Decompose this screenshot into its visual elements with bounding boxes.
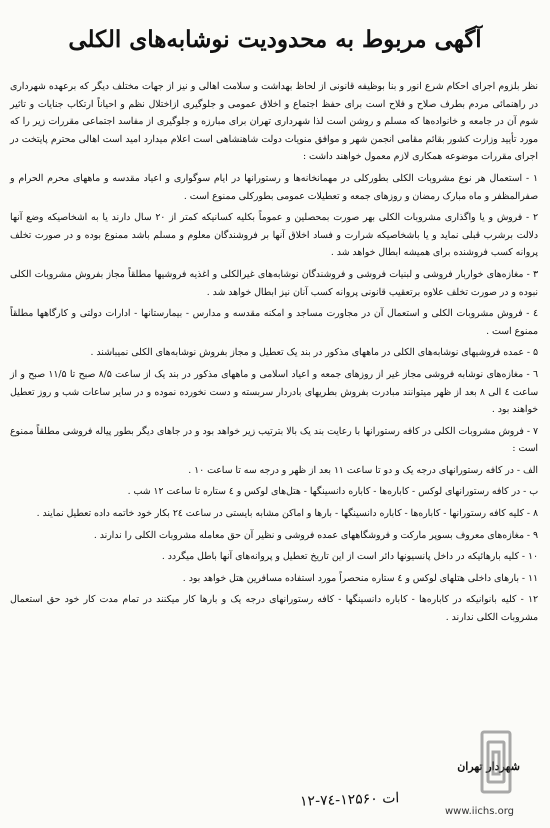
paragraph-item-9: ۹ - مغازه‌های معروف بسوپر مارکت و فروشگاههای عمده فروشی و نظیر آن حق معامله مشروبات الکلی را ندارند . [93,529,538,541]
paragraph-item-2: ۲ - فروش و یا واگذاری مشروبات الکلی بهر صورت بمحصلین و عموماً بکلیه کسانیکه کمتر از ۲۰ سال دارند یا به اشخاصیکه وضع آنها دلالت برشرب قبلی نماید و یا باشخاصیکه شرارت و فساد اخلاق آنها بر فروشندگان معلوم و مسلم باشد ممنوع بوده و در صورت تخلف پروانه کسب فروشنده برای همیشه ابطال خواهد شد . [10,212,538,259]
paragraph-item-1: ۱ - استعمال هر نوع مشروبات الکلی بطورکلی در مهمانخانه‌ها و رستورانها در ایام سوگواری و اعیاد مقدسه و ماههای محرم الحرام و صفرالمظفر و ماه مبارک رمضان و روزهای جمعه و تعطیلات عمومی بطورکلی ممنوع است . [10,172,538,202]
paragraph-item-6: ٦ - مغازه‌های نوشابه فروشی مجاز غیر از روزهای جمعه و اعیاد اسلامی و ماههای مذکور در بند یک از ساعت ۸/۵ صبح تا ۱۱/۵ صبح و از ساعت ٤ الی ۸ بعد از ظهر میتوانند مبادرت بفروش بطریهای بادردار سربسته و دست نخورده نموده و در سایر ساعات شب و روز تعطیل خواهند بود . [10,368,538,416]
paragraph-item-7: ۷ - فروش مشروبات الکلی در کافه رستورانها با رعایت بند یک بالا بترتیب زیر خواهد بود و در جاهای دیگر بطور پیاله فروشی مطلقاً ممنوع است : [10,425,538,455]
site-url[interactable]: www.iichs.org [445,806,514,817]
paragraph-item-12: ۱۲ - کلیه بانوانیکه در کاباره‌ها - کاباره دانسینگها - کافه رستورانهای درجه یک و بارها کار میکنند در تمام مدت کار خود حق استعمال مشروبات الکلی ندارند . [10,594,538,624]
paragraph-item-8: ۸ - کلیه کافه رستورانها - کاباره‌ها - کاباره دانسینگها - بارها و اماکن مشابه بایستی در ساعت ۲٤ بکار خود خاتمه داده تعطیل نمایند . [36,508,538,520]
paragraph-item-5: ۵ - عمده فروشیهای نوشابه‌های الکلی در ماههای مذکور در بند یک تعطیل و مجاز بفروش نوشابه‌های الکلی نمیباشند . [90,347,538,359]
archive-logo-icon [452,724,542,799]
paragraph-item-11: ۱۱ - بارهای داخلی هتلهای لوکس و ٤ ستاره منحصراً مورد استفاده مسافرین هتل خواهد بود . [182,572,538,584]
paragraph-item-7a: الف - در کافه رستورانهای درجه یک و دو تا ساعت ۱۱ بعد از ظهر و درجه سه تا ساعت ۱۰ . [188,464,538,476]
document-title: آگهی مربوط به محدودیت نوشابه‌های الکلی [68,26,482,53]
paragraph-item-4: ٤ - فروش مشروبات الکلی و استعمال آن در مجاورت مساجد و امکنه مقدسه و مدارس - بیمارستانها - ادارات دولتی و کارگاهها مطلقاً ممنوع است . [10,308,538,337]
handwritten-note: ۱۲-۷٤-۱۲۵۶۰ ات [299,790,400,810]
signature-line: شهردار تهران [457,760,520,773]
paragraph-intro: نظر بلزوم اجرای احکام شرع انور و بنا بوظیفه قانونی از لحاظ بهداشت و سلامت اهالی و نیز از جهات مختلف دیگر که برعهده شهرداری در راهنمائی مردم بطرف صلاح و فلاح است برای حفظ اجتماع و اخلاق عمومی و جلوگیری ازاختلال نظم و احیاناً ارتکاب جنایات و تاثیر شوم آن در جامعه و خانواده‌ها که مسلم و روشن است لذا شهرداری تهران برای مبارزه و جلوگیری از مفاسد اجتماعی مقررات زیر را که مورد تأیید وزارت کشور بقائم مقامی انجمن شهر و موافق منویات دولت شاهنشاهی است اعلام میدارد امید است اهالی محترم پایتخت در اجرای مقررات موضوعه همکاری لازم معمول خواهند داشت : [10,81,538,163]
paragraph-item-7b: ب - در کافه رستورانهای لوکس - کاباره‌ها - کاباره دانسینگها - هتل‌های لوکس و ٤ ستاره تا ساعت ۱۲ شب . [127,486,538,498]
paragraph-item-3: ۳ - مغازه‌های خواربار فروشی و لبنیات فروشی و فروشندگان نوشابه‌های غیرالکلی و اغذیه فروشیها مطلقاً مجاز بفروش مشروبات الکلی نبوده و در صورت تخلف علاوه برتعقیب قانونی پروانه کسب آنان نیز ابطال خواهد شد . [10,268,538,298]
document-body [10,78,538,631]
paragraph-item-10: ۱۰ - کلیه بارهائیکه در داخل پانسیونها دائر است از این تاریخ تعطیل و پروانه‌های آنها باطل میگردد . [161,551,538,563]
